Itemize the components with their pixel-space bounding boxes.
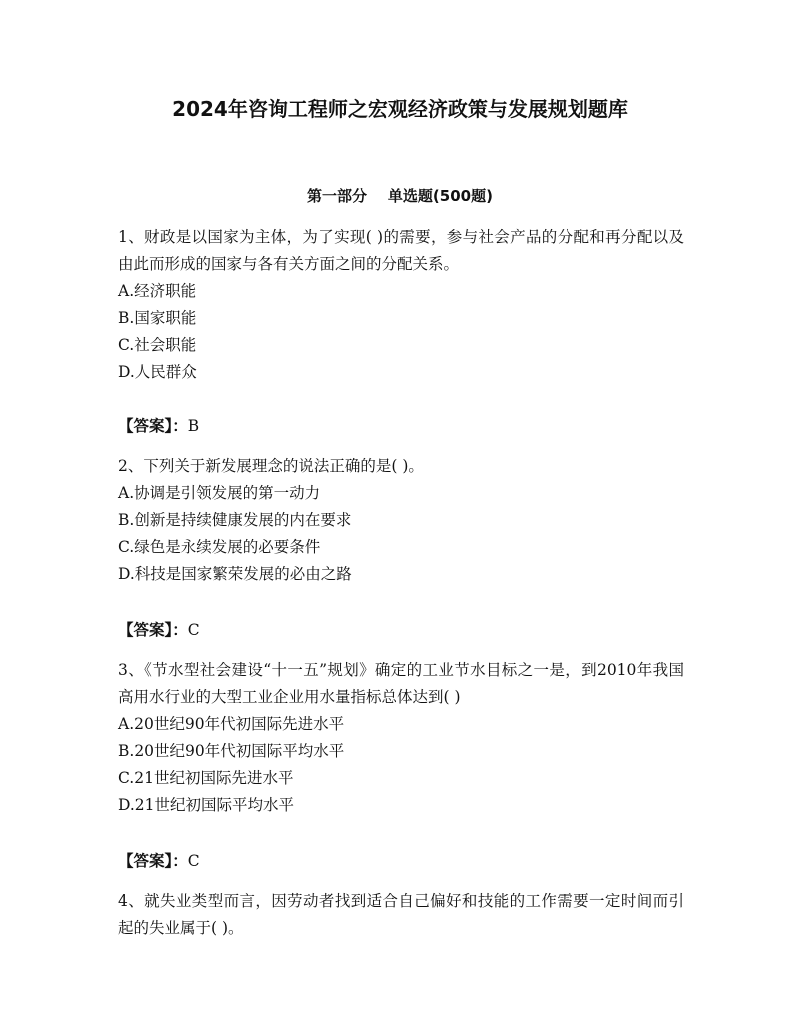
question-4-stem: 4、就失业类型而言，因劳动者找到适合自己偏好和技能的工作需要一定时间而引起的失业属于( )。 bbox=[118, 892, 684, 937]
document-title: 2024年咨询工程师之宏观经济政策与发展规划题库 bbox=[172, 97, 628, 121]
answer-value: B bbox=[187, 417, 200, 435]
answer-label: 【答案】： bbox=[118, 417, 188, 435]
question-2-option-c: C.绿色是永续发展的必要条件 bbox=[118, 538, 321, 556]
question-1-option-c: C.社会职能 bbox=[118, 336, 197, 354]
answer-value: C bbox=[187, 852, 200, 870]
question-3-option-a: A.20世纪90年代初国际先进水平 bbox=[118, 715, 345, 733]
question-2-option-d: D.科技是国家繁荣发展的必由之路 bbox=[118, 565, 352, 583]
question-2-stem: 2、下列关于新发展理念的说法正确的是( )。 bbox=[118, 457, 424, 475]
answer-value: C bbox=[187, 621, 200, 639]
question-2-option-b: B.创新是持续健康发展的内在要求 bbox=[118, 511, 352, 529]
question-1-option-d: D.人民群众 bbox=[118, 363, 197, 381]
question-1-option-b: B.国家职能 bbox=[118, 309, 197, 327]
question-3-answer bbox=[118, 848, 418, 875]
section-title: 第一部分 单选题(500题) bbox=[307, 187, 493, 205]
question-1-option-a: A.经济职能 bbox=[118, 282, 197, 300]
question-2-option-a: A.协调是引领发展的第一动力 bbox=[118, 484, 321, 502]
question-3-option-c: C.21世纪初国际先进水平 bbox=[118, 769, 294, 787]
question-3-option-b: B.20世纪90年代初国际平均水平 bbox=[118, 742, 345, 760]
question-1-answer bbox=[118, 413, 418, 440]
answer-label: 【答案】： bbox=[118, 852, 188, 870]
answer-label: 【答案】： bbox=[118, 621, 188, 639]
question-3-option-d: D.21世纪初国际平均水平 bbox=[118, 796, 295, 814]
question-3-stem: 3、《节水型社会建设“十一五”规划》确定的工业节水目标之一是，到2010年我国高用水行业的大型工业企业用水量指标总体达到( ) bbox=[118, 661, 684, 706]
question-1-stem: 1、财政是以国家为主体，为了实现( )的需要，参与社会产品的分配和再分配以及由此而形成的国家与各有关方面之间的分配关系。 bbox=[118, 228, 684, 273]
question-2-answer bbox=[118, 617, 418, 644]
